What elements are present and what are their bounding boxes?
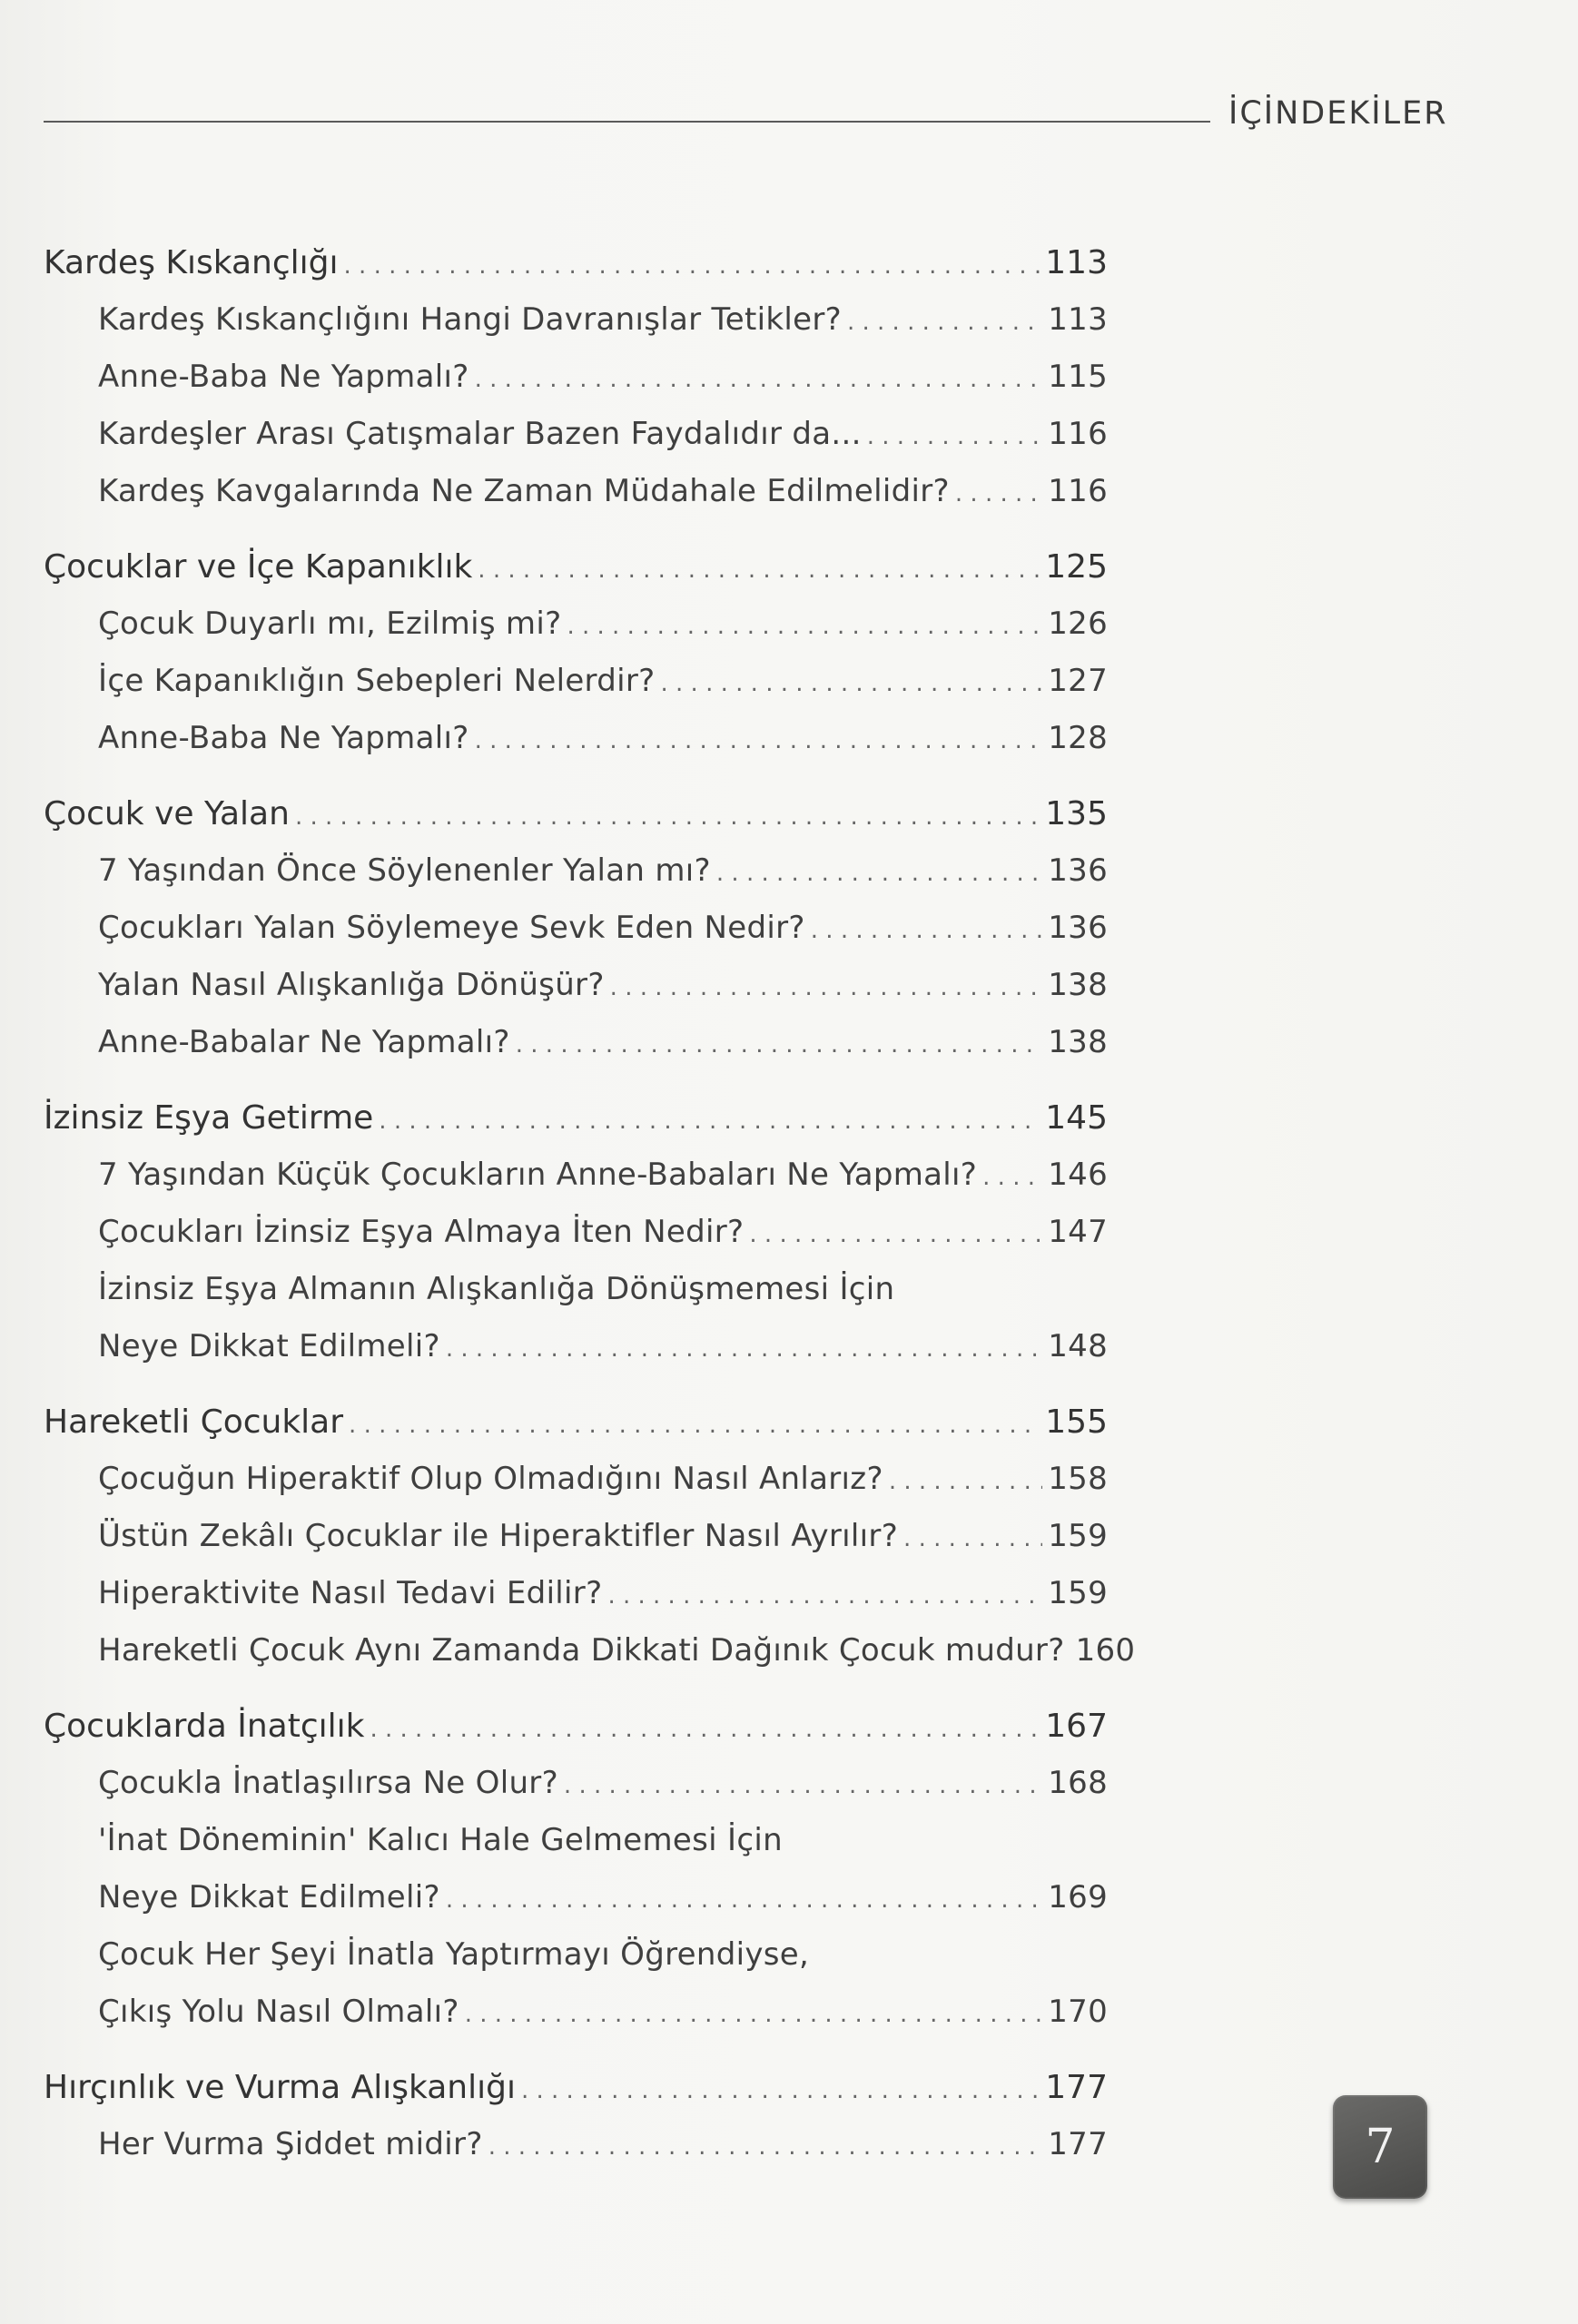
entry-title: Çocukları Yalan Söylemeye Sevk Eden Nedir? [98, 910, 805, 946]
dot-leader [488, 2119, 1043, 2176]
entry-title: Kardeş Kavgalarında Ne Zaman Müdahale Edilmelidir? [98, 473, 950, 509]
entry-page-number: 126 [1048, 606, 1108, 642]
page-header [44, 91, 1448, 136]
toc-subentry[interactable] [44, 406, 1108, 463]
entry-title: Hareketli Çocuk Aynı Zamanda Dikkati Dağınık Çocuk mudur? [98, 1632, 1065, 1669]
entry-page-number: 147 [1048, 1214, 1108, 1250]
entry-page-number: 138 [1048, 1024, 1108, 1060]
entry-title: Kardeşler Arası Çatışmalar Bazen Faydalıdır da... [98, 416, 862, 452]
dot-leader [475, 713, 1043, 770]
entry-page-number: 116 [1048, 473, 1108, 509]
entry-page-number: 128 [1048, 720, 1108, 756]
entry-title: Hareketli Çocuklar [44, 1403, 344, 1441]
toc-subentry[interactable] [44, 291, 1108, 349]
toc-subentry[interactable] [44, 1984, 1108, 2041]
entry-page-number: 159 [1048, 1575, 1108, 1611]
toc-section [44, 785, 1108, 1071]
toc-subentry[interactable] [44, 1204, 1108, 1261]
toc-subentry[interactable] [44, 710, 1108, 767]
dot-leader [903, 1511, 1042, 1568]
entry-page-number: 135 [1045, 795, 1108, 832]
header-rule [44, 121, 1210, 123]
entry-page-number: 170 [1048, 1994, 1108, 2030]
entry-page-number: 146 [1048, 1157, 1108, 1193]
toc-subentry[interactable] [44, 1622, 1136, 1679]
toc-section [44, 1698, 1108, 2041]
toc-subentry[interactable] [44, 653, 1108, 710]
entry-page-number: 167 [1045, 1708, 1108, 1745]
entry-page-number: 145 [1045, 1099, 1108, 1137]
dot-leader [867, 409, 1042, 466]
toc-chapter-entry[interactable] [44, 234, 1108, 291]
entry-title: Anne-Babalar Ne Yapmalı? [98, 1024, 510, 1060]
entry-page-number: 138 [1048, 967, 1108, 1003]
dot-leader [478, 542, 1040, 599]
dot-leader [295, 789, 1040, 846]
entry-title: Çocuk Her Şeyi İnatla Yaptırmayı Öğrendiyse, [98, 1936, 810, 1973]
dot-leader [889, 1453, 1042, 1511]
toc-subentry[interactable] [44, 1147, 1108, 1204]
toc-subentry[interactable] [44, 1812, 1108, 1869]
dot-leader [379, 1093, 1040, 1150]
entry-page-number: 169 [1048, 1879, 1108, 1915]
entry-page-number: 160 [1075, 1632, 1136, 1669]
entry-title: 'İnat Döneminin' Kalıcı Hale Gelmemesi İçin [98, 1822, 783, 1858]
entry-title: Çocuğun Hiperaktif Olup Olmadığını Nasıl Anlarız? [98, 1461, 883, 1497]
toc-subentry[interactable] [44, 1508, 1108, 1565]
toc-subentry[interactable] [44, 1261, 1108, 1318]
toc-chapter-entry[interactable] [44, 1089, 1108, 1147]
dot-leader [567, 598, 1042, 655]
toc-section [44, 538, 1108, 767]
toc-chapter-entry[interactable] [44, 538, 1108, 596]
entry-page-number: 136 [1048, 910, 1108, 946]
toc-subentry[interactable] [44, 463, 1108, 520]
entry-page-number: 159 [1048, 1518, 1108, 1554]
toc-subentry[interactable] [44, 1926, 1108, 1984]
entry-page-number: 113 [1045, 244, 1108, 281]
entry-page-number: 168 [1048, 1765, 1108, 1801]
page-number-badge: 7 [1333, 2095, 1427, 2199]
dot-leader [955, 466, 1042, 523]
entry-title: İzinsiz Eşya Almanın Alışkanlığa Dönüşmemesi İçin [98, 1271, 895, 1307]
dot-leader [465, 1986, 1043, 2043]
entry-page-number: 158 [1048, 1461, 1108, 1497]
toc-section [44, 234, 1108, 520]
entry-title: Hiperaktivite Nasıl Tedavi Edilir? [98, 1575, 603, 1611]
dot-leader [564, 1758, 1042, 1815]
dot-leader [344, 238, 1040, 295]
toc-subentry[interactable] [44, 957, 1108, 1014]
dot-leader [521, 2063, 1040, 2120]
dot-leader [516, 1017, 1042, 1074]
toc-chapter-entry[interactable] [44, 1698, 1108, 1755]
header-title: İÇİNDEKİLER [1228, 95, 1448, 132]
entry-title: Neye Dikkat Edilmeli? [98, 1879, 440, 1915]
table-of-contents [44, 234, 1136, 2191]
toc-chapter-entry[interactable] [44, 785, 1108, 842]
entry-title: Her Vurma Şiddet midir? [98, 2126, 483, 2162]
toc-subentry[interactable] [44, 842, 1108, 900]
entry-page-number: 125 [1045, 548, 1108, 586]
dot-leader [982, 1149, 1042, 1206]
dot-leader [661, 655, 1043, 713]
dot-leader [446, 1872, 1042, 1929]
entry-page-number: 116 [1048, 416, 1108, 452]
entry-title: Çocuk Duyarlı mı, Ezilmiş mi? [98, 606, 562, 642]
toc-chapter-entry[interactable] [44, 1393, 1108, 1451]
entry-page-number: 177 [1048, 2126, 1108, 2162]
entry-title: Hırçınlık ve Vurma Alışkanlığı [44, 2069, 516, 2106]
entry-title: Çocukları İzinsiz Eşya Almaya İten Nedir? [98, 1214, 745, 1250]
toc-subentry[interactable] [44, 1755, 1108, 1812]
toc-section [44, 2059, 1108, 2173]
dot-leader [349, 1397, 1040, 1454]
entry-page-number: 155 [1045, 1403, 1108, 1441]
dot-leader [475, 351, 1043, 409]
toc-subentry[interactable] [44, 900, 1108, 957]
entry-page-number: 148 [1048, 1328, 1108, 1364]
entry-page-number: 113 [1048, 301, 1108, 338]
entry-title: 7 Yaşından Küçük Çocukların Anne-Babaları Ne Yapmalı? [98, 1157, 978, 1193]
entry-title: Kardeş Kıskançlığı [44, 244, 339, 281]
entry-title: İçe Kapanıklığın Sebepleri Nelerdir? [98, 663, 656, 699]
entry-title: Çıkış Yolu Nasıl Olmalı? [98, 1994, 459, 2030]
toc-subentry[interactable] [44, 1869, 1108, 1926]
dot-leader [749, 1206, 1042, 1264]
entry-page-number: 127 [1048, 663, 1108, 699]
toc-subentry[interactable] [44, 596, 1108, 653]
toc-section [44, 1089, 1108, 1375]
dot-leader [370, 1701, 1040, 1758]
entry-title: Yalan Nasıl Alışkanlığa Dönüşür? [98, 967, 605, 1003]
entry-title: Kardeş Kıskançlığını Hangi Davranışlar Tetikler? [98, 301, 842, 338]
entry-title: Çocuklar ve İçe Kapanıklık [44, 548, 473, 586]
dot-leader [607, 1568, 1042, 1625]
toc-section [44, 1393, 1136, 1679]
entry-title: 7 Yaşından Önce Söylenenler Yalan mı? [98, 852, 711, 889]
toc-subentry[interactable] [44, 1014, 1108, 1071]
dot-leader [446, 1321, 1042, 1378]
entry-title: Çocukla İnatlaşılırsa Ne Olur? [98, 1765, 558, 1801]
dot-leader [716, 845, 1042, 902]
entry-title: Anne-Baba Ne Yapmalı? [98, 720, 469, 756]
dot-leader [847, 294, 1042, 351]
dot-leader [610, 960, 1043, 1017]
entry-page-number: 115 [1048, 359, 1108, 395]
entry-title: Anne-Baba Ne Yapmalı? [98, 359, 469, 395]
entry-page-number: 136 [1048, 852, 1108, 889]
entry-title: Çocuklarda İnatçılık [44, 1708, 365, 1745]
toc-subentry[interactable] [44, 1451, 1108, 1508]
toc-subentry[interactable] [44, 2116, 1108, 2173]
toc-subentry[interactable] [44, 1565, 1108, 1622]
entry-title: Çocuk ve Yalan [44, 795, 290, 832]
entry-title: İzinsiz Eşya Getirme [44, 1099, 374, 1137]
dot-leader [811, 902, 1042, 960]
entry-page-number: 177 [1045, 2069, 1108, 2106]
toc-subentry[interactable] [44, 1318, 1108, 1375]
toc-subentry[interactable] [44, 349, 1108, 406]
entry-title: Neye Dikkat Edilmeli? [98, 1328, 440, 1364]
toc-chapter-entry[interactable] [44, 2059, 1108, 2116]
entry-title: Üstün Zekâlı Çocuklar ile Hiperaktifler Nasıl Ayrılır? [98, 1518, 899, 1554]
